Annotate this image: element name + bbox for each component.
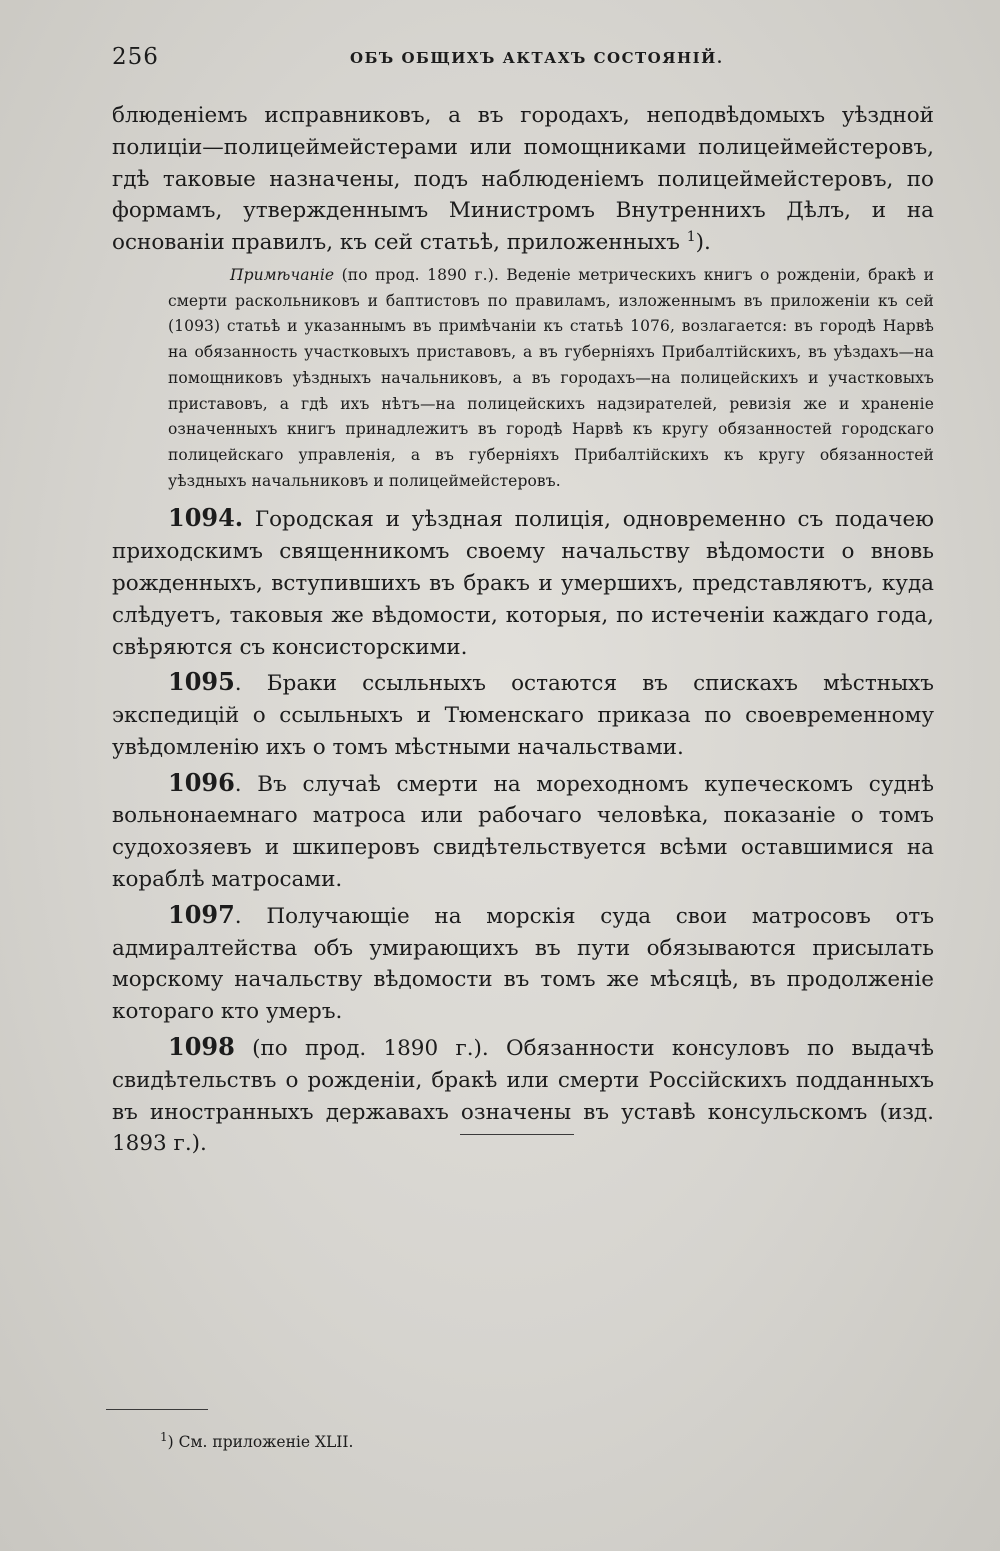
article-number: 1094. (168, 503, 244, 533)
article-text: (по прод. 1890 г.). Обязанности консуловъ по выдачѣ свидѣтельствъ о рожденіи, бракѣ или смерти Россійскихъ подданныхъ въ иностранныхъ державахъ означены въ уставѣ консульскомъ (изд. 1893 г.). (112, 1036, 934, 1157)
continuation-paragraph (112, 100, 934, 259)
article-1096 (112, 767, 934, 896)
article-text: . Браки ссыльныхъ остаются въ спискахъ мѣстныхъ экспедицій о ссыльныхъ и Тюменскаго приказа по своевременному увѣдомленію ихъ о томъ мѣстными начальствами. (112, 671, 934, 760)
article-number: 1098 (168, 1032, 235, 1062)
continuation-text: блюденіемъ исправниковъ, а въ городахъ, неподвѣдомыхъ уѣздной полиціи—полицеймейстерами или помощниками полицеймейстеровъ, гдѣ таковые назначены, подъ наблюденіемъ полицеймейстеровъ, по формамъ, утвержденнымъ Министромъ Внутреннихъ Дѣлъ, и на основаніи правилъ, къ сей статьѣ, приложенныхъ (112, 103, 934, 256)
section-divider (460, 1134, 574, 1135)
article-1094 (112, 502, 934, 663)
footnote-divider (106, 1409, 208, 1410)
article-1097 (112, 899, 934, 1028)
article-1098 (112, 1031, 934, 1160)
footnote-text: ) См. приложеніе XLII. (167, 1433, 354, 1451)
article-text: . Получающіе на морскія суда свои матросовъ отъ адмиралтейства объ умирающихъ въ пути обязываются присылать морскому начальству вѣдомости въ томъ же мѣсяцѣ, въ продолженіе котораго кто умеръ. (112, 903, 934, 1025)
article-number: 1096 (168, 767, 235, 797)
note-paragraph (168, 263, 934, 494)
article-text: . Въ случаѣ смерти на мореходномъ купеческомъ суднѣ вольнонаемнаго матроса или рабочаго человѣка, показаніе о томъ судохозяевъ и шкиперовъ свидѣтельствуется всѣми оставшимися на кораблѣ матросами. (112, 771, 934, 893)
article-text: Городская и уѣздная полиція, одновременно съ подачею приходскимъ священникомъ своему начальству вѣдомости о вновь рожденныхъ, вступившихъ въ бракъ и умершихъ, представляютъ, куда слѣдуетъ, таковыя же вѣдомости, которыя, по истеченіи каждаго года, свѣряются съ консисторскими. (112, 507, 934, 660)
footnote-mark: 1 (160, 1429, 168, 1444)
article-number: 1095 (168, 667, 235, 697)
note-label: Примѣчаніе (230, 265, 335, 284)
note-text: (по прод. 1890 г.). Веденіе метрическихъ книгъ о рожденіи, бракѣ и смерти раскольниковъ и баптистовъ по правиламъ, изложеннымъ въ приложеніи къ сей (1093) статьѣ и указаннымъ въ примѣчаніи къ статьѣ 1076, возлагается: въ городѣ Нарвѣ на обязанность участковыхъ приставовъ, а въ губерніяхъ Прибалтійскихъ, въ уѣздахъ—на помощниковъ уѣздныхъ начальниковъ, а въ городахъ—на полицейскихъ и участковыхъ приставовъ, а гдѣ ихъ нѣтъ—на полицейскихъ надзирателей, ревизія же и храненіе означенныхъ книгъ принадлежитъ въ городѣ Нарвѣ къ кругу обязанностей городскаго полицейскаго управленія, а въ губерніяхъ Прибалтійскихъ къ кругу обязанностей уѣздныхъ начальниковъ и полицеймейстеровъ. (168, 265, 934, 490)
page-header (112, 44, 934, 80)
page-number: 256 (112, 44, 159, 70)
continuation-tail: ). (695, 230, 711, 256)
body-text (112, 100, 934, 1160)
running-title: ОБЪ ОБЩИХЪ АКТАХЪ СОСТОЯНІЙ. (350, 49, 724, 67)
article-number: 1097 (168, 899, 235, 929)
footnote (160, 1429, 354, 1451)
footnote-reference: 1 (686, 229, 696, 246)
article-1095 (112, 666, 934, 763)
